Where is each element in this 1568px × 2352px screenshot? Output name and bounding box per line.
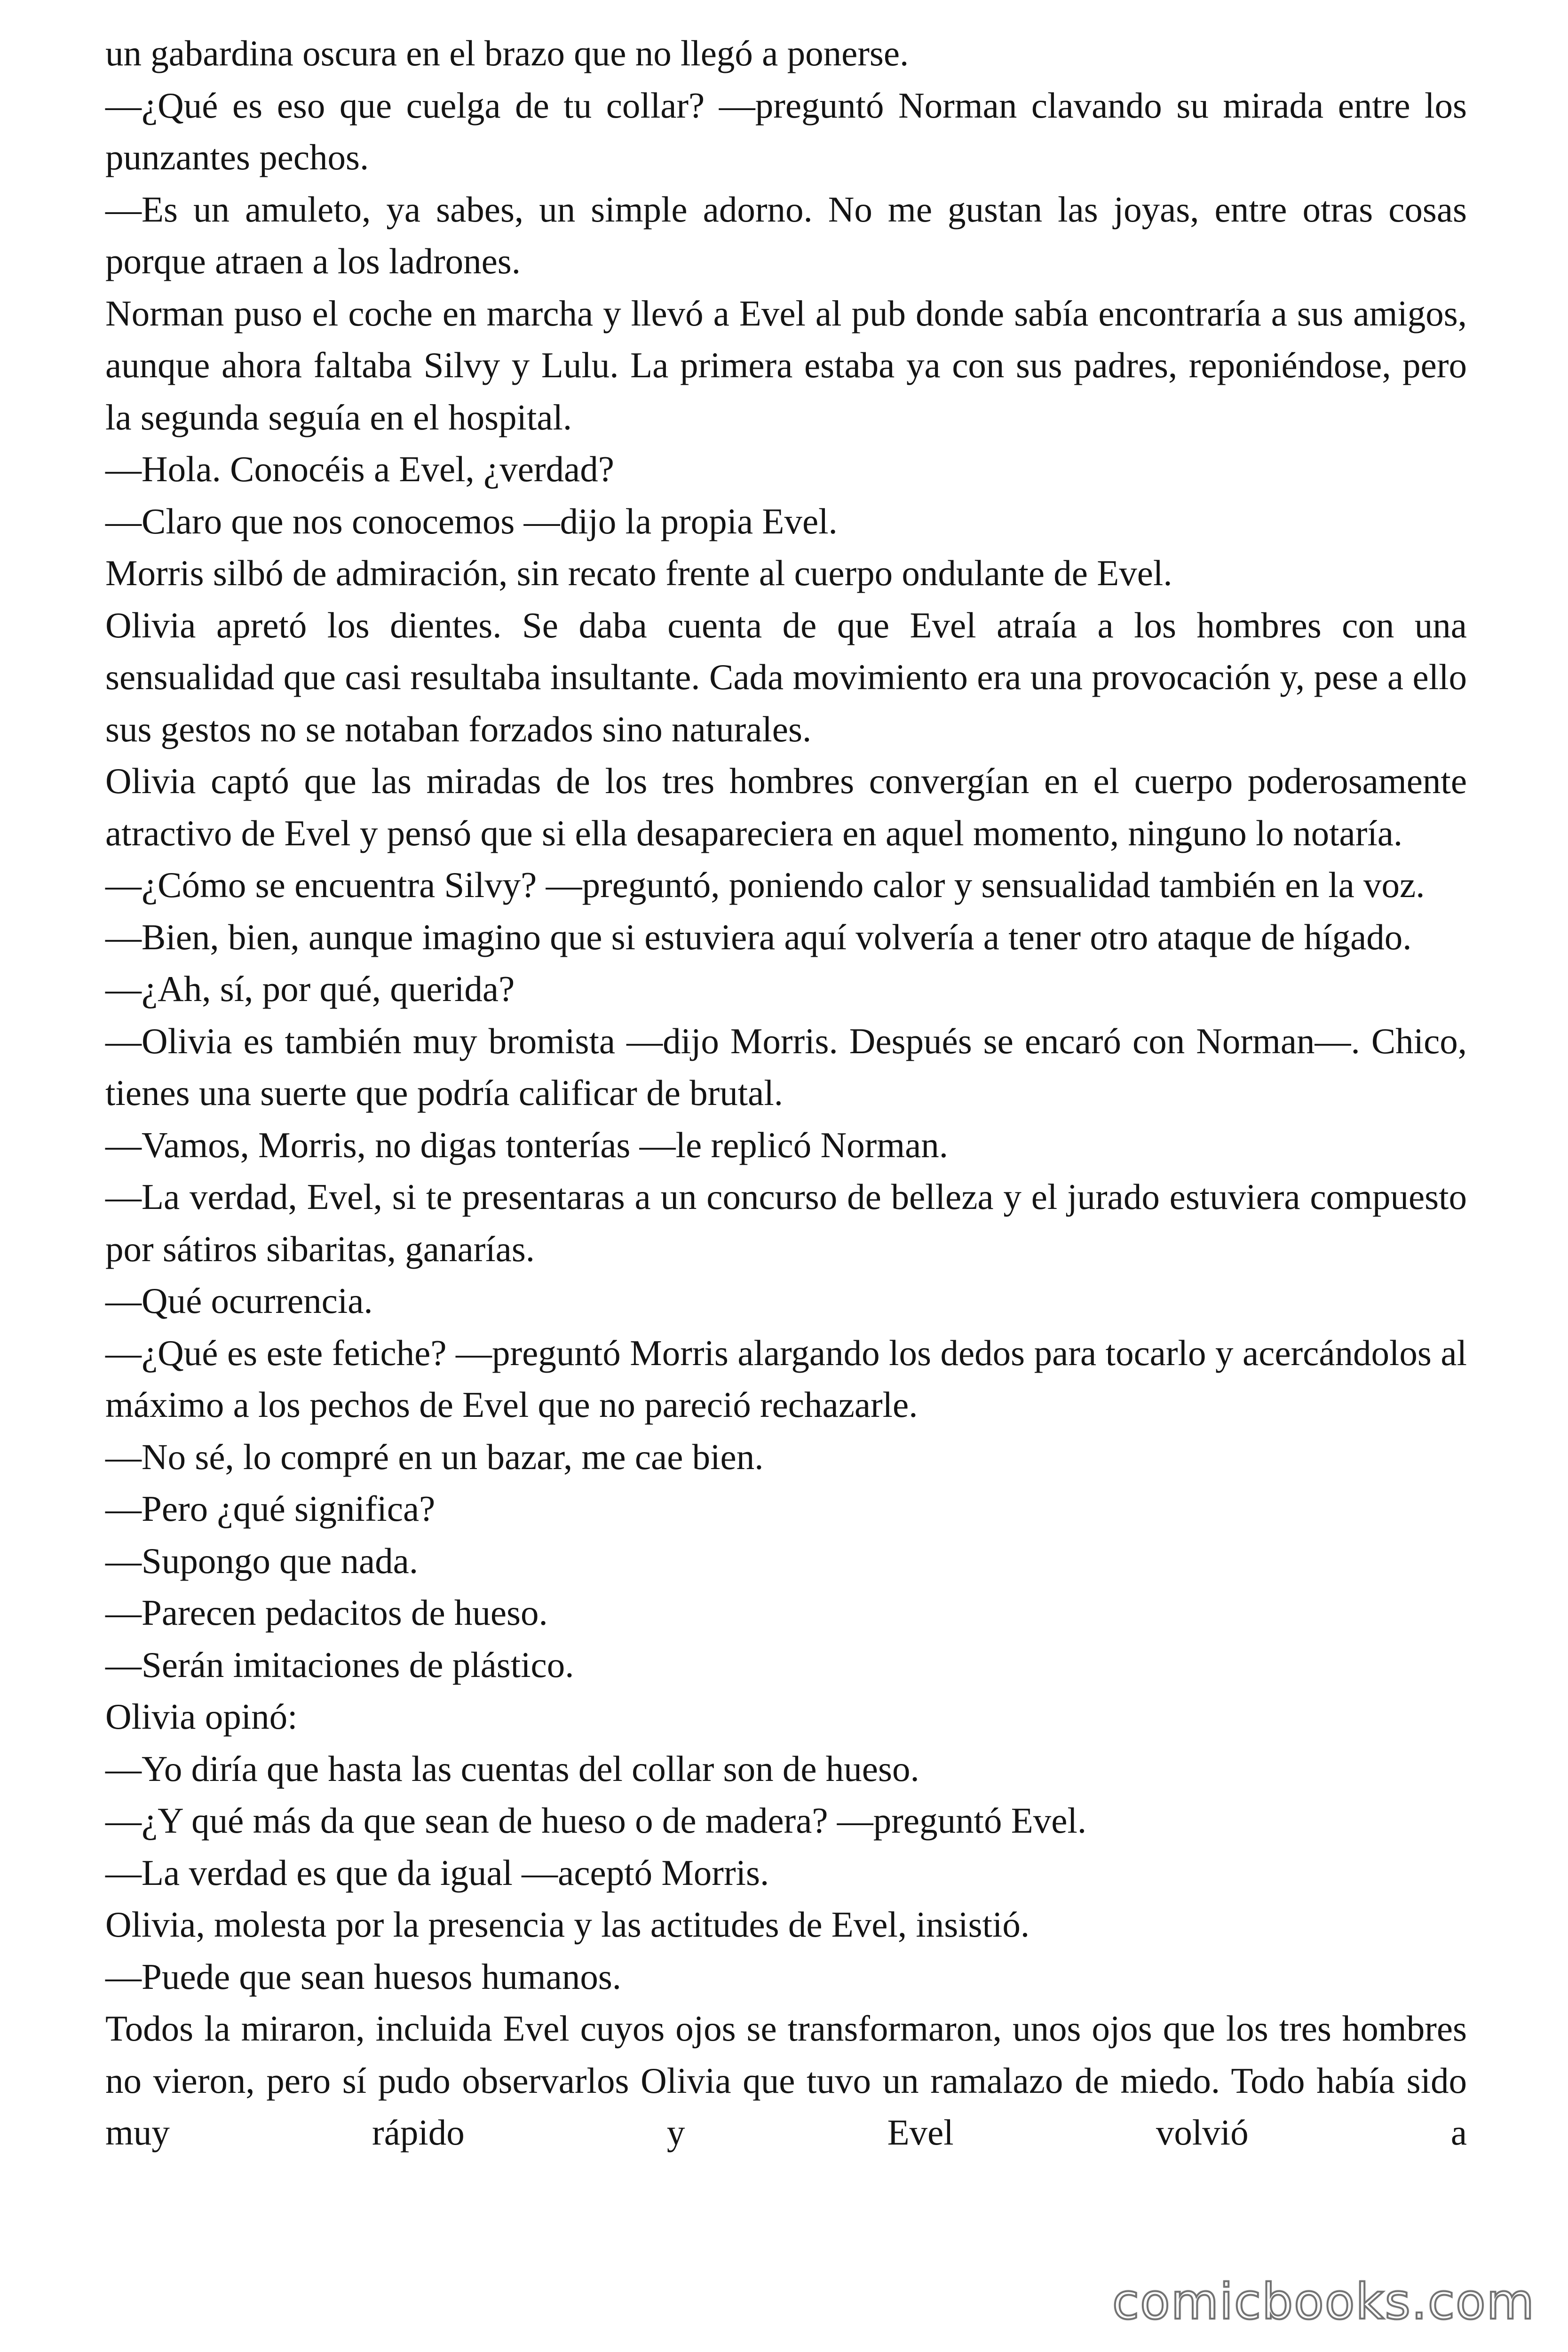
paragraph: Olivia apretó los dientes. Se daba cuenta de que Evel atraía a los hombres con una sensualidad que casi resultaba insultante. Cada movimiento era una provocación y, pese a ello sus gestos no se notaban forzados sino naturales. xyxy=(105,604,1467,749)
paragraph: —Qué ocurrencia. xyxy=(105,1280,373,1321)
paragraph: —La verdad, Evel, si te presentaras a un concurso de belleza y el jurado estuviera compuesto por sátiros sibaritas, ganarías. xyxy=(105,1176,1467,1269)
paragraph: —Puede que sean huesos humanos. xyxy=(105,1956,622,1997)
paragraph: —¿Ah, sí, por qué, querida? xyxy=(105,969,515,1009)
paragraph: —Claro que nos conocemos —dijo la propia Evel. xyxy=(105,501,838,541)
paragraph: —Hola. Conocéis a Evel, ¿verdad? xyxy=(105,449,614,489)
paragraph: —Pero ¿qué significa? xyxy=(105,1488,436,1529)
paragraph: —¿Cómo se encuentra Silvy? —preguntó, poniendo calor y sensualidad también en la voz. xyxy=(105,865,1425,905)
paragraph: Morris silbó de admiración, sin recato frente al cuerpo ondulante de Evel. xyxy=(105,553,1172,593)
paragraph: —La verdad es que da igual —aceptó Morris. xyxy=(105,1852,769,1893)
paragraph: Olivia, molesta por la presencia y las actitudes de Evel, insistió. xyxy=(105,1904,1030,1945)
paragraph: Olivia captó que las miradas de los tres hombres convergían en el cuerpo poderosamente atractivo de Evel y pensó que si ella desapareciera en aquel momento, ninguno lo notaría. xyxy=(105,761,1467,853)
paragraph: un gabardina oscura en el brazo que no llegó a ponerse. xyxy=(105,33,909,73)
paragraph: —Yo diría que hasta las cuentas del collar son de hueso. xyxy=(105,1748,919,1789)
paragraph: Olivia opinó: xyxy=(105,1696,298,1737)
paragraph: —No sé, lo compré en un bazar, me cae bien. xyxy=(105,1436,764,1477)
paragraph: Norman puso el coche en marcha y llevó a Evel al pub donde sabía encontraría a sus amigos, aunque ahora faltaba Silvy y Lulu. La primera estaba ya con sus padres, reponiéndose, pero la segunda seguía en el hospital. xyxy=(105,293,1467,437)
paragraph: —Serán imitaciones de plástico. xyxy=(105,1644,574,1685)
paragraph: —¿Y qué más da que sean de hueso o de madera? —preguntó Evel. xyxy=(105,1800,1087,1841)
paragraph: —Parecen pedacitos de hueso. xyxy=(105,1592,548,1633)
paragraph: —Olivia es también muy bromista —dijo Morris. Después se encaró con Norman—. Chico, tienes una suerte que podría calificar de brutal. xyxy=(105,1020,1467,1113)
paragraph: —Es un amuleto, ya sabes, un simple adorno. No me gustan las joyas, entre otras cosas porque atraen a los ladrones. xyxy=(105,189,1467,281)
page-text xyxy=(105,27,1467,2159)
watermark-logo: comicbooks.com xyxy=(1112,2273,1535,2330)
paragraph: —¿Qué es este fetiche? —preguntó Morris alargando los dedos para tocarlo y acercándolos al máximo a los pechos de Evel que no pareció rechazarle. xyxy=(105,1332,1467,1425)
paragraph: Todos la miraron, incluida Evel cuyos ojos se transformaron, unos ojos que los tres hombres no vieron, pero sí pudo observarlos Olivia que tuvo un ramalazo de miedo. Todo había sido muy rápido y Evel volvió a xyxy=(105,2008,1467,2153)
paragraph: —Vamos, Morris, no digas tonterías —le replicó Norman. xyxy=(105,1124,949,1165)
paragraph: —¿Qué es eso que cuelga de tu collar? —preguntó Norman clavando su mirada entre los punzantes pechos. xyxy=(105,85,1467,177)
paragraph: —Bien, bien, aunque imagino que si estuviera aquí volvería a tener otro ataque de hígado. xyxy=(105,916,1412,957)
paragraph: —Supongo que nada. xyxy=(105,1540,419,1581)
